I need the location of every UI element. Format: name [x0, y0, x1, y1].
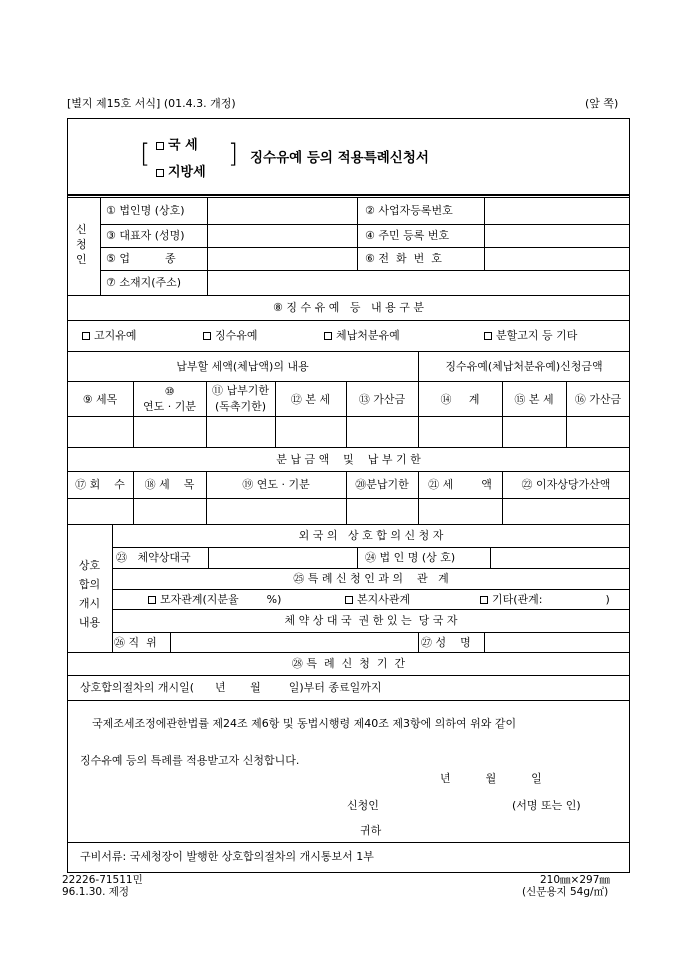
corp-name-label: ① 법인명 (상호): [106, 204, 185, 217]
corp-name-field[interactable]: [210, 200, 356, 223]
option-national-tax[interactable]: 국 세: [156, 139, 198, 152]
checkbox-icon: [156, 142, 164, 150]
required-documents: 구비서류: 국세청장이 발행한 상호합의절차의 개시통보서 1부: [80, 850, 374, 863]
option-delinquency-deferral[interactable]: 체납처분유예: [324, 330, 400, 341]
col-installment-tax-item: ⑱ 세 목: [144, 478, 195, 491]
col-surcharge: ⑬ 가산금: [358, 393, 406, 406]
treaty-country-label: ㉓ 체약상대국: [116, 551, 191, 564]
official-heading: 체 약 상 대 국 권 한 있 는 당 국 자: [284, 614, 458, 627]
business-type-field[interactable]: [210, 249, 356, 269]
category-heading: ⑧ 징 수 유 예 등 내 용 구 분: [273, 301, 424, 314]
option-notice-deferral[interactable]: 고지유예: [82, 330, 137, 341]
foreign-applicant-heading: 외 국 의 상 호 합 의 신 청 자: [298, 529, 444, 542]
bracket-left: [: [140, 139, 151, 169]
tax-content-heading: 납부할 세액(체납액)의 내용: [176, 360, 309, 373]
applicant-label: 신 청 인: [76, 223, 87, 266]
resident-no-field[interactable]: [487, 226, 627, 246]
option-local-tax[interactable]: 지방세: [156, 166, 206, 179]
option-head-branch[interactable]: 본지사관계: [345, 594, 410, 605]
col-tax-item: ⑨ 세목: [82, 393, 118, 406]
col-deferral-surcharge: ⑯ 가산금: [574, 393, 622, 406]
phone-label: ⑥ 전 화 번 호: [365, 252, 442, 265]
col-interest-surcharge: ㉒ 이자상당가산액: [521, 478, 611, 491]
official-position-label: ㉖ 직 위: [114, 636, 157, 649]
period-heading: ㉘ 특 례 신 청 기 간: [291, 657, 406, 670]
col-deferral-principal: ⑮ 본 세: [514, 393, 554, 406]
form-number: [별지 제15호 서식] (01.4.3. 개정): [67, 97, 236, 110]
mutual-side-label: 상호 합의 개시 내용: [78, 559, 101, 629]
applicant-sign-label: 신청인: [347, 799, 379, 812]
foreign-corp-name-field[interactable]: [493, 549, 627, 567]
official-name-label: ㉗ 성 명: [421, 636, 471, 649]
business-type-label: ⑤ 업 종: [106, 252, 176, 265]
col-due-date-sub: (독촉기한): [214, 400, 267, 413]
col-year-period-num: ⑩: [164, 385, 175, 398]
checkbox-icon: [480, 596, 488, 604]
col-principal: ⑫ 본 세: [290, 393, 331, 406]
biz-reg-no-label: ② 사업자등록번호: [365, 204, 453, 217]
enact-date: 96.1.30. 제정: [62, 886, 130, 898]
tax-data-row[interactable]: [68, 418, 629, 446]
option-installment-other[interactable]: 분할고지 등 기타: [484, 330, 577, 341]
paper-type: (신문용지 54g/㎡): [522, 886, 609, 898]
address-label: ⑦ 소재지(주소): [106, 276, 182, 289]
form-code: 22226-71511민: [62, 874, 143, 886]
bracket-right: ]: [228, 139, 239, 169]
col-year-period: 연도 · 기분: [143, 400, 196, 413]
sign-or-seal: (서명 또는 인): [512, 799, 581, 812]
option-collection-deferral[interactable]: 징수유예: [203, 330, 258, 341]
checkbox-icon: [203, 332, 211, 340]
col-installment-amount: ㉑ 세 액: [428, 478, 492, 491]
deferral-amount-heading: 징수유예(체납처분유예)신청금액: [445, 360, 603, 373]
period-text: 상호합의절차의 개시일( 년 월 일)부터 종료일까지: [80, 681, 382, 694]
page-side: (앞 쪽): [585, 97, 619, 110]
rep-name-label: ③ 대표자 (성명): [106, 229, 185, 242]
official-name-field[interactable]: [487, 634, 627, 651]
foreign-corp-name-label: ㉔ 법 인 명 (상 호): [365, 551, 456, 564]
col-installment-count: ⑰ 회 수: [75, 478, 125, 491]
col-due-date: ⑪ 납부기한: [211, 384, 269, 397]
installment-heading: 분 납 금 액 및 납 부 기 한: [276, 453, 421, 466]
official-position-field[interactable]: [173, 634, 417, 651]
option-parent-sub[interactable]: 모자관계(지분율 %): [148, 594, 281, 605]
treaty-country-field[interactable]: [211, 549, 356, 567]
col-installment-due: ⑳분납기한: [355, 478, 409, 491]
declaration-line1: 국제조세조정에관한법률 제24조 제6항 및 동법시행령 제40조 제3항에 의하여 위와 같이: [92, 717, 517, 730]
relation-heading: ㉕ 특 례 신 청 인 과 의 관 계: [293, 572, 449, 585]
checkbox-icon: [324, 332, 332, 340]
address-field[interactable]: [210, 272, 627, 294]
resident-no-label: ④ 주민 등록 번호: [365, 229, 450, 242]
col-total: ⑭ 계: [440, 393, 480, 406]
paper-size: 210㎜×297㎜: [540, 874, 610, 886]
checkbox-icon: [345, 596, 353, 604]
addressee: 귀하: [360, 824, 382, 837]
checkbox-icon: [82, 332, 90, 340]
biz-reg-no-field[interactable]: [487, 200, 627, 223]
option-relation-other[interactable]: 기타(관계: ): [480, 594, 610, 605]
checkbox-icon: [148, 596, 156, 604]
checkbox-icon: [156, 169, 164, 177]
phone-field[interactable]: [487, 249, 627, 269]
col-installment-year: ⑲ 연도 · 기분: [242, 478, 310, 491]
checkbox-icon: [484, 332, 492, 340]
rep-name-field[interactable]: [210, 226, 356, 246]
signature-date: 년 월 일: [440, 772, 542, 785]
form-title: 징수유예 등의 적용특례신청서: [250, 150, 429, 166]
installment-data-row[interactable]: [68, 500, 629, 523]
declaration-line2: 징수유예 등의 특례를 적용받고자 신청합니다.: [80, 754, 300, 767]
